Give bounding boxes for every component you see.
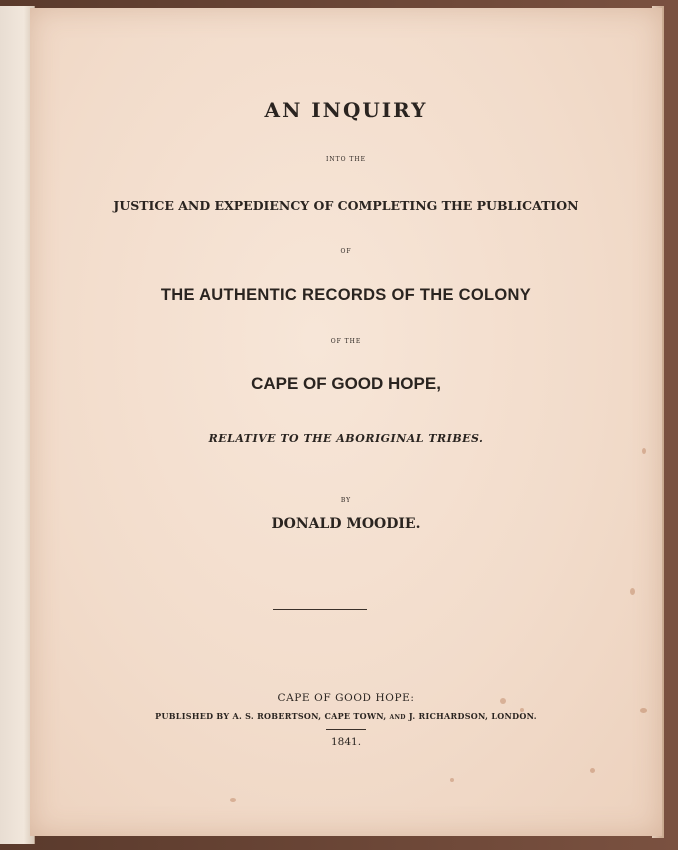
of-text: OF [340,248,352,255]
imprint-place: CAPE OF GOOD HOPE: [277,692,415,704]
by-text: BY [340,497,352,504]
and-text: AND [389,714,406,721]
into-the-text: INTO THE [325,156,367,163]
colony-name: CAPE OF GOOD HOPE, [251,374,441,393]
foxing-spot [450,778,454,782]
foxing-spot [642,448,646,454]
publisher-a: PUBLISHED BY A. S. ROBERTSON, CAPE TOWN, [155,711,387,721]
title-page [30,8,662,836]
foxing-spot [500,698,506,704]
author-name: DONALD MOODIE. [271,516,421,532]
records-line: THE AUTHENTIC RECORDS OF THE COLONY [160,286,532,304]
foxing-spot [640,708,647,713]
relative-line: RELATIVE TO THE ABORIGINAL TRIBES. [208,432,484,445]
publisher-b: J. RICHARDSON, LONDON. [408,711,537,721]
foxing-spot [590,768,595,773]
subject-line: JUSTICE AND EXPEDIENCY OF COMPLETING THE PUBLICATION [113,198,579,213]
of-the-text: OF THE [330,338,362,345]
divider-rule [273,609,367,610]
foxing-spot [520,708,524,712]
year-rule [326,729,366,730]
foxing-spot [230,798,236,802]
imprint-publishers [30,711,662,721]
foxing-spot [630,588,635,595]
imprint-year: 1841. [330,736,362,748]
page-title: AN INQUIRY [264,98,428,122]
